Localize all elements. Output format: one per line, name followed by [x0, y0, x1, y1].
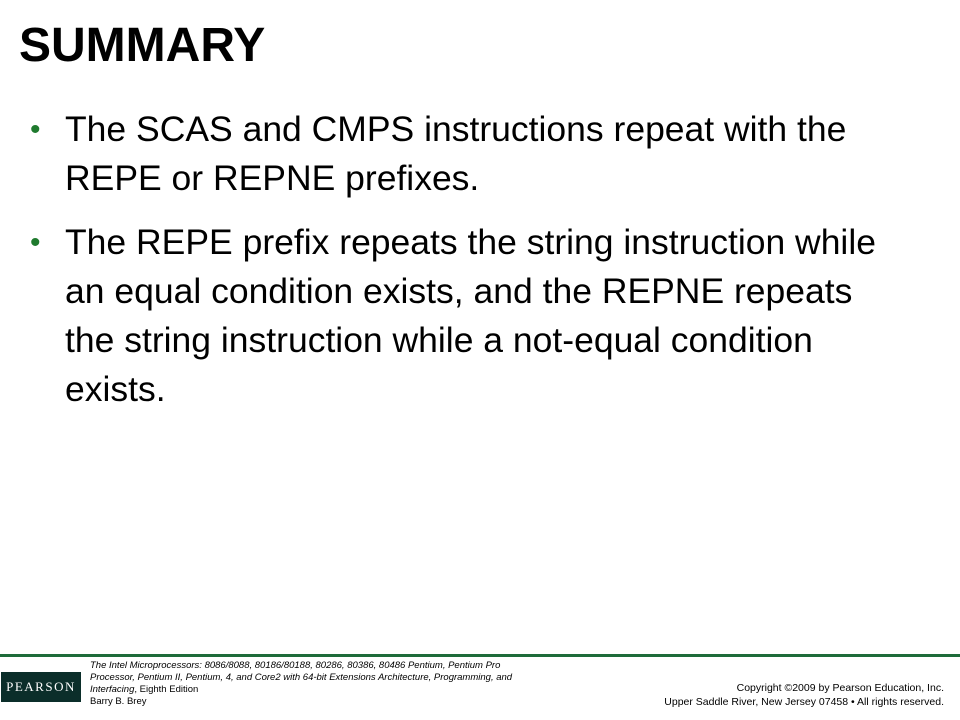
bullet-item: [0, 218, 900, 414]
copyright-line-2: Upper Saddle River, New Jersey 07458 • All rights reserved.: [664, 696, 944, 708]
bullet-text: The REPE prefix repeats the string instruction while an equal condition exists, and the REPNE repeats the string instruction while a not-equal condition exists.: [65, 222, 876, 409]
copyright-line-1: Copyright ©2009 by Pearson Education, Inc.: [736, 682, 944, 694]
bullet-list: [0, 105, 900, 429]
bullet-item: [0, 105, 900, 203]
logo-text: PEARSON: [6, 679, 76, 694]
book-citation: [90, 660, 530, 708]
bullet-marker: •: [30, 113, 41, 146]
footer-divider: [0, 654, 960, 657]
bullet-text: The SCAS and CMPS instructions repeat with the REPE or REPNE prefixes.: [65, 109, 847, 198]
slide-title: SUMMARY: [19, 19, 266, 72]
book-title-detail: 8086/8088, 80186/80188, 80286, 80386, 80486 Pentium, Pentium Pro Processor, Pentium II, Pentium, 4, and Core2 with 64-bit Extensions Architecture, Programming, and Interfacing: [90, 660, 513, 695]
book-author: Barry B. Brey: [90, 696, 147, 707]
book-title-prefix: The Intel Microprocessors:: [90, 660, 205, 671]
copyright-notice: [664, 681, 944, 709]
bullet-marker: •: [30, 226, 41, 259]
pearson-logo: [1, 672, 81, 702]
book-edition: , Eighth Edition: [134, 684, 199, 695]
